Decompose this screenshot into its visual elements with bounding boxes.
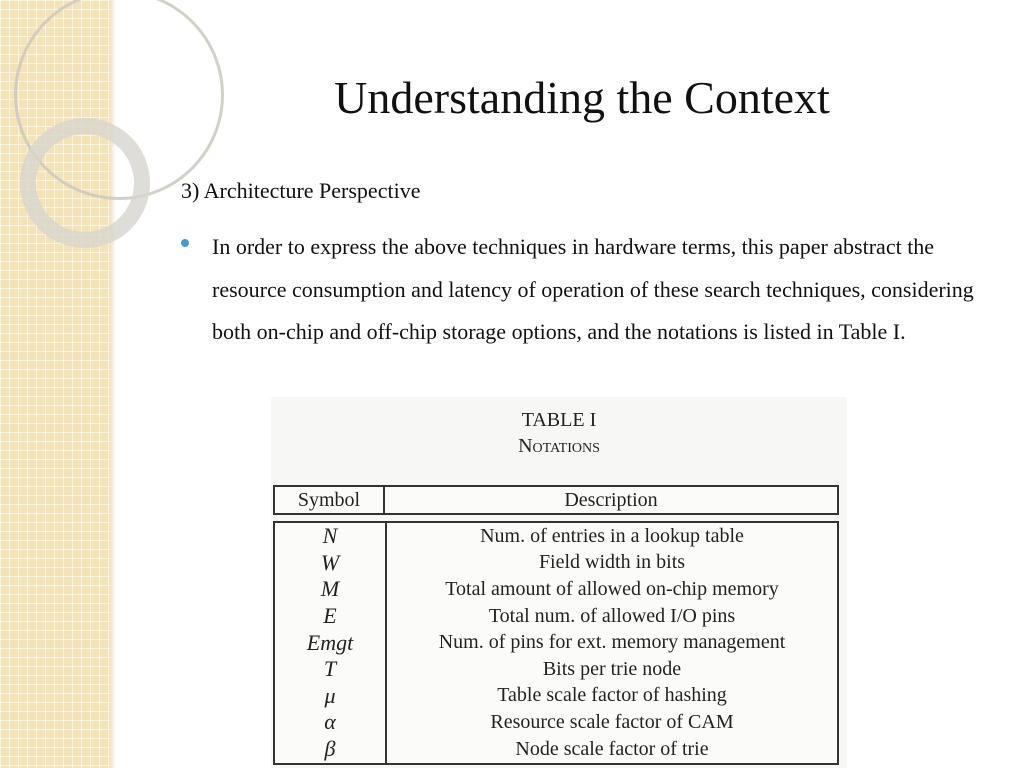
table-cell-description: Num. of entries in a lookup table	[480, 524, 744, 547]
table-row	[275, 629, 837, 656]
table-row	[275, 736, 837, 763]
table-cell-description: Field width in bits	[538, 551, 686, 574]
table-cell-description: Total num. of allowed I/O pins	[488, 604, 736, 627]
table-cell-symbol: Emgt	[306, 629, 354, 655]
table-cell-symbol: W	[320, 549, 340, 575]
table-cell-description: Bits per trie node	[542, 657, 682, 680]
table-cell-symbol: E	[323, 603, 337, 629]
table-cell-description: Node scale factor of trie	[515, 737, 709, 760]
column-divider	[385, 523, 387, 763]
section-subheading: 3) Architecture Perspective	[181, 178, 421, 203]
table-header-row	[273, 485, 839, 515]
decorative-ring-small	[20, 118, 150, 248]
table-row	[275, 603, 837, 630]
table-cell-symbol: α	[324, 709, 336, 735]
table-caption-number: TABLE I	[521, 409, 597, 431]
table-cell-description: Resource scale factor of CAM	[490, 710, 734, 733]
table-row	[275, 576, 837, 603]
table-caption-title: Notations	[518, 435, 600, 457]
table-cell-description: Total amount of allowed on-chip memory	[445, 577, 779, 600]
header-description: Description	[564, 489, 658, 511]
table-cell-description: Table scale factor of hashing	[497, 684, 727, 707]
bullet-dot-icon	[181, 239, 189, 247]
header-symbol: Symbol	[275, 487, 385, 513]
table-cell-symbol: N	[322, 523, 338, 549]
table-row	[275, 656, 837, 683]
bullet-text: In order to express the above techniques in hardware terms, this paper abstract the resource consumption and latency of operation of these search techniques, considering both on-chip and off-chip storage options, and the notations is listed in Table I.	[212, 234, 974, 344]
table-row	[275, 683, 837, 710]
table-body	[273, 521, 839, 765]
table-row	[275, 550, 837, 577]
table-row	[275, 709, 837, 736]
slide-title: Understanding the Context	[334, 72, 830, 123]
notation-table-figure	[271, 397, 847, 768]
table-cell-symbol: T	[323, 656, 337, 682]
table-cell-symbol: β	[324, 736, 336, 762]
table-cell-description: Num. of pins for ext. memory management	[438, 631, 786, 654]
table-row	[275, 523, 837, 550]
table-cell-symbol: μ	[324, 682, 336, 708]
table-cell-symbol: M	[320, 576, 340, 602]
